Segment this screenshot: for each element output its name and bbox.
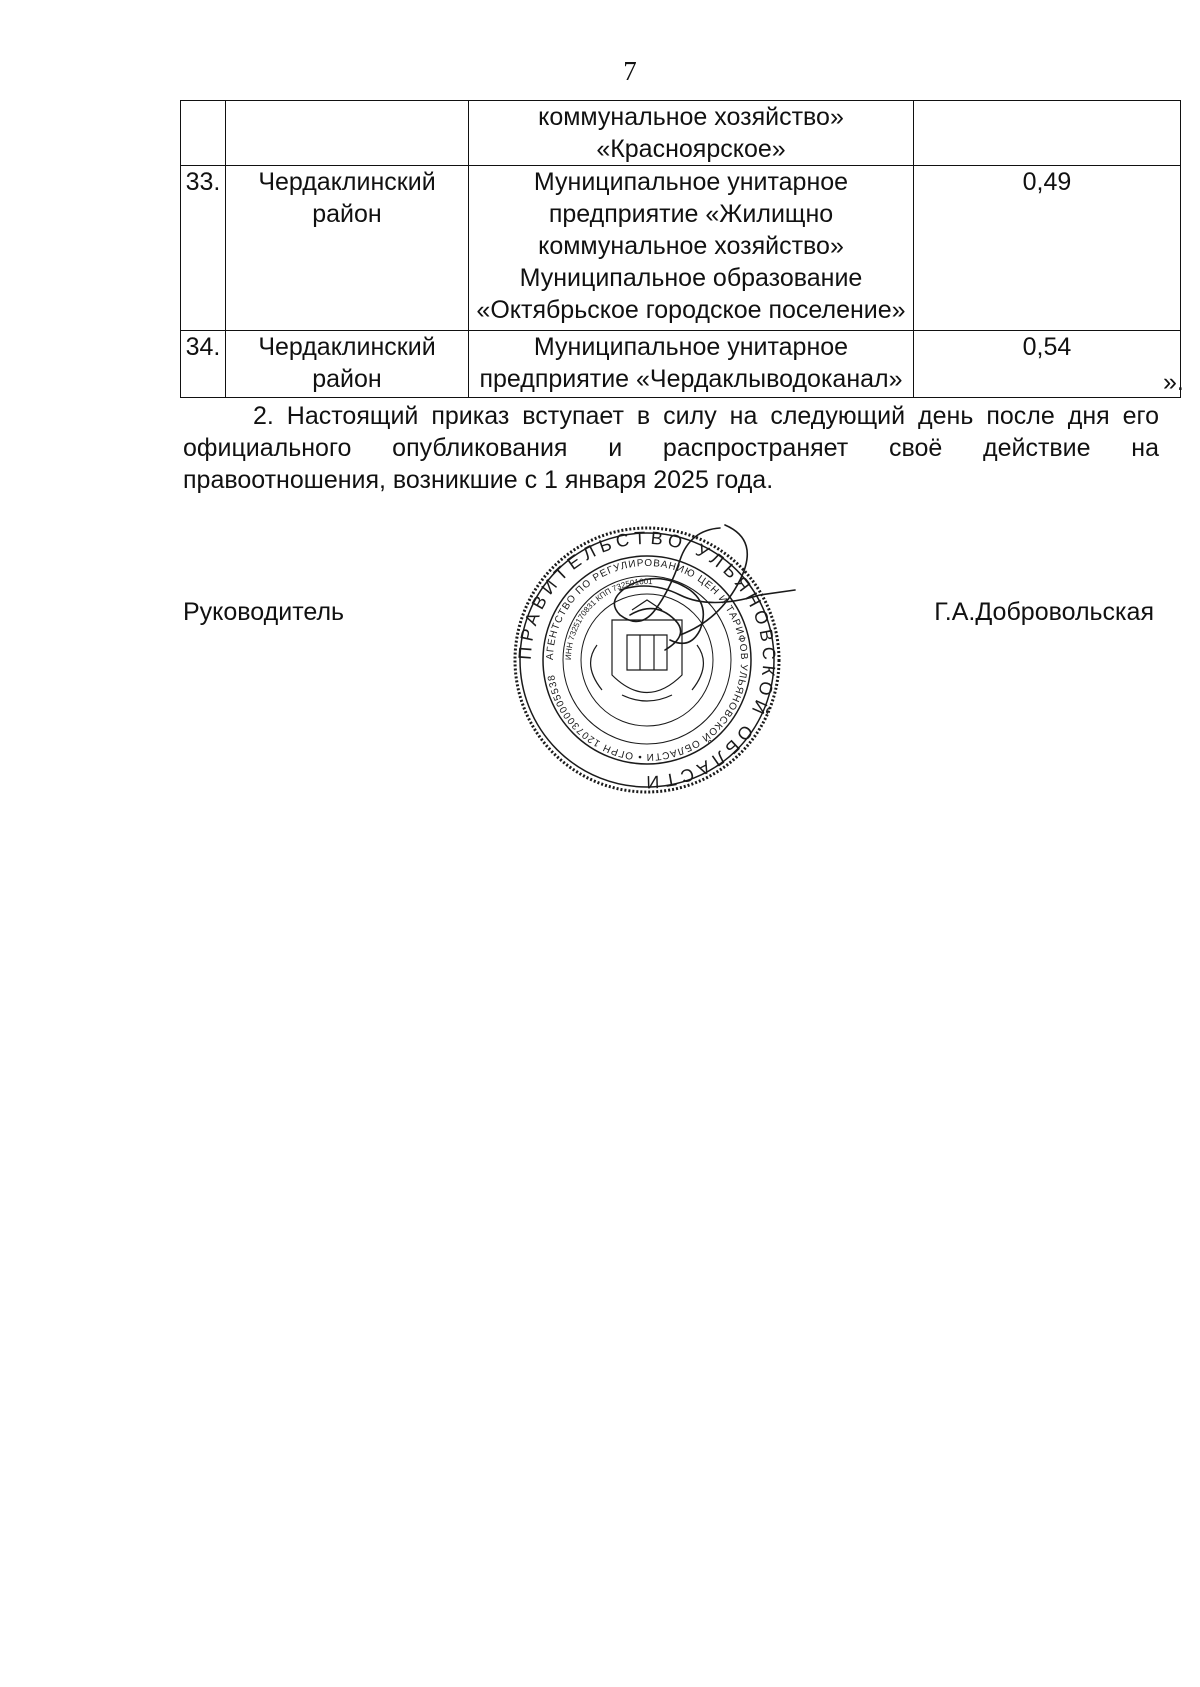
table-row (181, 331, 1181, 398)
seal-outer-text: ПРАВИТЕЛЬСТВО УЛЬЯНОВСКОЙ ОБЛАСТИ (514, 527, 780, 793)
paragraph-2: 2. Настоящий приказ вступает в силу на следующий день после дня его официального опубликования и распространяет своё действие на правоотношения, возникшие с 1 января 2025 года. (183, 402, 1159, 494)
organization-line: предприятие «Чердаклыводоканал» (479, 365, 903, 393)
organization-line: коммунальное хозяйство» (538, 232, 844, 260)
row-number: 33. (181, 166, 226, 331)
organization-cell (469, 166, 914, 331)
organization-line: «Красноярское» (596, 135, 786, 163)
signer-position: Руководитель (183, 598, 345, 626)
district-line: Чердаклинский (258, 333, 436, 361)
organization-cell (469, 101, 914, 166)
value-cell: 0,49 (914, 166, 1181, 331)
organization-line: «Октябрьское городское поселение» (476, 296, 906, 324)
table-row (181, 101, 1181, 166)
tariff-table (180, 100, 1181, 398)
district-line: район (312, 365, 382, 393)
district-cell (226, 101, 469, 166)
organization-line: Муниципальное унитарное (533, 168, 849, 196)
district-line: район (312, 200, 382, 228)
district-cell (226, 166, 469, 331)
organization-cell (469, 331, 914, 398)
organization-line: Муниципальное унитарное (533, 333, 849, 361)
district-line: Чердаклинский (258, 168, 436, 196)
organization-line: Муниципальное образование (519, 264, 863, 292)
row-number: 34. (181, 331, 226, 398)
district-cell (226, 331, 469, 398)
signer-name: Г.А.Добровольская (934, 598, 1154, 626)
handwritten-signature-icon (560, 520, 800, 670)
table-row (181, 166, 1181, 331)
page-number: 7 (623, 56, 637, 86)
row-number (181, 101, 226, 166)
value-cell: 0,54 (914, 331, 1181, 398)
seal-inner-text: ИНН 7325170831 КПП 732501001 (563, 576, 653, 661)
organization-line: предприятие «Жилищно (548, 200, 834, 228)
seal-middle-text: АГЕНТСТВО ПО РЕГУЛИРОВАНИЮ ЦЕН И ТАРИФОВ УЛЬЯНОВСКОЙ ОБЛАСТИ • ОГРН 1207300005538 (544, 557, 750, 763)
organization-line: коммунальное хозяйство» (538, 103, 844, 131)
closing-quote-mark: ». (1163, 368, 1184, 396)
value-cell (914, 101, 1181, 166)
